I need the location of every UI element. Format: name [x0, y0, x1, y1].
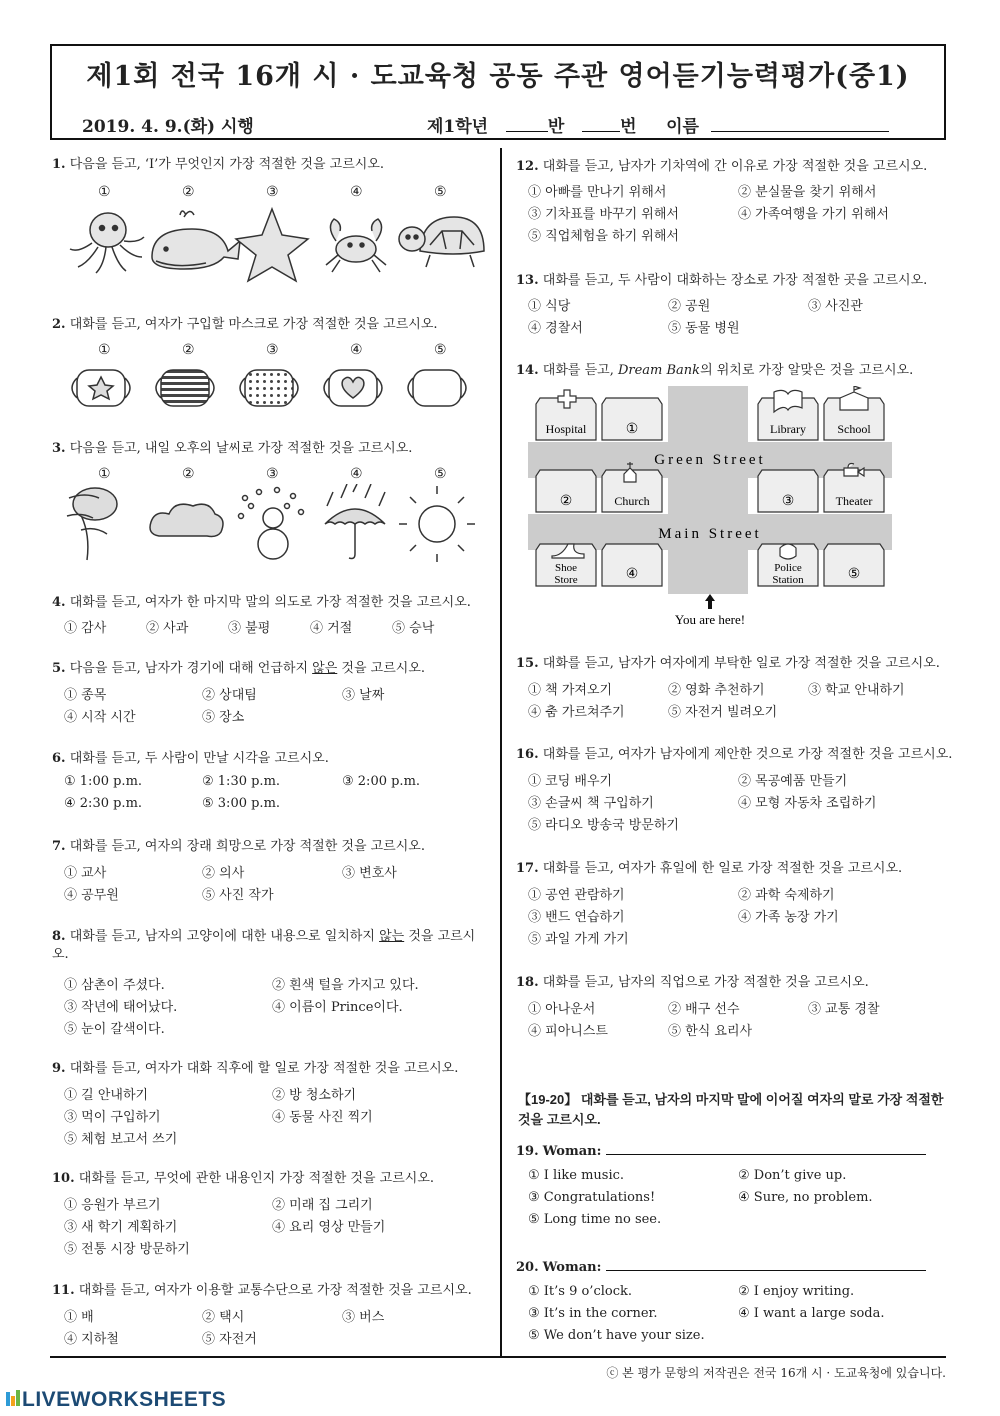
map-number-5: ⑤ — [847, 567, 861, 582]
q10-option-5[interactable]: ⑤ 전통 시장 방문하기 — [64, 1242, 190, 1257]
windy-icon[interactable] — [67, 488, 117, 560]
q5-option-5[interactable]: ⑤ 장소 — [202, 710, 245, 725]
police-label-1: Police — [774, 562, 802, 574]
number-blank[interactable] — [582, 115, 620, 132]
q11-option-1[interactable]: ① 배 — [64, 1310, 94, 1325]
question-10: 10. 대화를 듣고, 무엇에 관한 내용인지 가장 적절한 것을 고르시오. — [52, 1171, 435, 1186]
turtle-icon[interactable] — [399, 217, 484, 267]
number-label: 번 — [620, 117, 637, 137]
green-street-label: Green Street — [654, 452, 766, 468]
q17-option-2[interactable]: ② 과학 숙제하기 — [738, 888, 835, 903]
q17-option-1[interactable]: ① 공연 관람하기 — [528, 888, 625, 903]
question-8: 8. 대화를 듣고, 남자의 고양이에 대한 내용으로 일치하지 않는 것을 고르시오. — [52, 929, 476, 962]
q10-option-4[interactable]: ④ 요리 영상 만들기 — [272, 1220, 386, 1235]
q11-option-3[interactable]: ③ 버스 — [342, 1310, 385, 1325]
column-divider — [500, 148, 502, 1358]
question-7: 7. 대화를 듣고, 여자의 장래 희망으로 가장 적절한 것을 고르시오. — [52, 839, 425, 854]
q6-option-4[interactable]: ④ 2:30 p.m. — [64, 796, 143, 811]
q19-option-5[interactable]: ⑤ Long time no see. — [528, 1212, 662, 1227]
exam-date: 2019. 4. 9.(화) 시행 — [82, 117, 254, 137]
q20-option-3[interactable]: ③ It’s in the corner. — [528, 1306, 658, 1321]
you-are-here-label: You are here! — [674, 612, 746, 627]
q12-option-1[interactable]: ① 아빠를 만나기 위해서 — [528, 185, 667, 200]
octopus-icon[interactable] — [70, 213, 144, 273]
school-label: School — [837, 422, 871, 436]
q9-option-4[interactable]: ④ 동물 사진 찍기 — [272, 1110, 373, 1125]
q17-option-4[interactable]: ④ 가족 농장 가기 — [738, 910, 839, 925]
q19-option-2[interactable]: ② Don’t give up. — [738, 1168, 847, 1183]
map-number-3: ③ — [781, 494, 795, 509]
q19-option-3[interactable]: ③ Congratulations! — [528, 1190, 656, 1205]
question-20: 20. Woman: — [516, 1256, 926, 1277]
q3-weather-pictures — [65, 484, 485, 564]
liveworksheets-logo[interactable]: LIVEWORKSHEETS — [6, 1388, 226, 1412]
cross-road — [668, 386, 748, 594]
police-badge-icon — [780, 544, 796, 559]
q15-option-3[interactable]: ③ 학교 안내하기 — [808, 683, 905, 698]
q20-option-2[interactable]: ② I enjoy writing. — [738, 1284, 855, 1299]
q9-option-5[interactable]: ⑤ 체험 보고서 쓰기 — [64, 1132, 178, 1147]
q10-option-2[interactable]: ② 미래 집 그리기 — [272, 1198, 373, 1213]
question-17: 17. 대화를 듣고, 여자가 휴일에 한 일로 가장 적절한 것을 고르시오. — [516, 861, 903, 876]
q20-option-4[interactable]: ④ I want a large soda. — [738, 1306, 885, 1321]
mask-dots-icon[interactable] — [240, 370, 298, 406]
student-info — [427, 112, 889, 137]
q8-option-5[interactable]: ⑤ 눈이 갈색이다. — [64, 1022, 165, 1037]
exam-header — [50, 44, 946, 140]
hospital-label: Hospital — [545, 422, 587, 436]
starfish-icon[interactable] — [236, 209, 308, 281]
question-12: 12. 대화를 듣고, 남자가 기차역에 간 이유로 가장 적절한 것을 고르시오. — [516, 159, 928, 174]
question-16: 16. 대화를 듣고, 여자가 남자에게 제안한 것으로 가장 적절한 것을 고르시오. — [516, 747, 953, 762]
q10-option-3[interactable]: ③ 새 학기 계획하기 — [64, 1220, 178, 1235]
q6-option-2[interactable]: ② 1:30 p.m. — [202, 774, 281, 789]
q16-option-3[interactable]: ③ 손글씨 책 구입하기 — [528, 796, 654, 811]
q16-option-4[interactable]: ④ 모형 자동차 조립하기 — [738, 796, 877, 811]
q4-option-1[interactable]: ① 감사 — [64, 621, 107, 636]
q2-mask-pictures — [65, 364, 485, 414]
class-label: 반 — [547, 117, 565, 137]
q8-option-4[interactable]: ④ 이름이 Prince이다. — [272, 1000, 403, 1015]
question-2: 2. 대화를 듣고, 여자가 구입할 마스크로 가장 적절한 것을 고르시오. — [52, 317, 438, 332]
q13-option-3[interactable]: ③ 사진관 — [808, 299, 863, 314]
q16-option-5[interactable]: ⑤ 라디오 방송국 방문하기 — [528, 818, 679, 833]
q18-option-2[interactable]: ② 배구 선수 — [668, 1002, 740, 1017]
q6-option-1[interactable]: ① 1:00 p.m. — [64, 774, 143, 789]
q5-option-3[interactable]: ③ 날짜 — [342, 688, 385, 703]
q16-option-1[interactable]: ① 코딩 배우기 — [528, 774, 613, 789]
group-instructions-19-20: 【19-20】 대화를 듣고, 남자의 마지막 말에 이어질 여자의 말로 가장 적절한 것을 고르시오. — [518, 1092, 944, 1127]
mask-plain-icon[interactable] — [408, 370, 466, 406]
q20-option-5[interactable]: ⑤ We don’t have your size. — [528, 1328, 705, 1343]
name-label: 이름 — [666, 117, 699, 137]
question-9: 9. 대화를 듣고, 여자가 대화 직후에 할 일로 가장 적절한 것을 고르시오. — [52, 1061, 459, 1076]
q13-option-5[interactable]: ⑤ 동물 병원 — [668, 321, 740, 336]
q15-option-4[interactable]: ④ 춤 가르쳐주기 — [528, 705, 625, 720]
map-number-2: ② — [559, 494, 573, 509]
q9-option-1[interactable]: ① 길 안내하기 — [64, 1088, 149, 1103]
q20-option-1[interactable]: ① It’s 9 o’clock. — [528, 1284, 632, 1299]
q5-option-2[interactable]: ② 상대팀 — [202, 688, 257, 703]
mask-heart-icon[interactable] — [324, 370, 382, 406]
shoe-store-label-1: Shoe — [555, 562, 577, 574]
q12-option-2[interactable]: ② 분실물을 찾기 위해서 — [738, 185, 877, 200]
school-icon — [840, 386, 868, 410]
footer-divider — [50, 1356, 946, 1358]
q4-option-5[interactable]: ⑤ 승낙 — [392, 621, 435, 636]
q18-option-3[interactable]: ③ 교통 경찰 — [808, 1002, 880, 1017]
shoe-store-label-2: Store — [554, 574, 578, 586]
q4-option-4[interactable]: ④ 거절 — [310, 621, 353, 636]
q7-option-1[interactable]: ① 교사 — [64, 866, 107, 881]
q19-option-1[interactable]: ① I like music. — [528, 1168, 625, 1183]
q1-animal-pictures — [60, 205, 490, 285]
map-number-4: ④ — [625, 567, 639, 582]
question-1: 1. 다음을 듣고, ‘I’가 무엇인지 가장 적절한 것을 고르시오. — [52, 157, 385, 172]
q6-option-3[interactable]: ③ 2:00 p.m. — [342, 774, 421, 789]
q7-option-2[interactable]: ② 의사 — [202, 866, 245, 881]
q15-option-5[interactable]: ⑤ 자전거 빌려오기 — [668, 705, 778, 720]
library-label: Library — [770, 422, 806, 436]
q13-option-1[interactable]: ① 식당 — [528, 299, 571, 314]
snowy-icon[interactable] — [239, 488, 304, 560]
main-street-label: Main Street — [658, 526, 762, 542]
whale-icon[interactable] — [152, 211, 240, 269]
q15-option-1[interactable]: ① 책 가져오기 — [528, 683, 613, 698]
q8-option-1[interactable]: ① 삼촌이 주셨다. — [64, 978, 165, 993]
mask-star-icon[interactable] — [72, 370, 130, 406]
police-label-2: Station — [772, 574, 804, 586]
sunny-icon[interactable] — [399, 486, 475, 562]
q16-option-2[interactable]: ② 목공예품 만들기 — [738, 774, 848, 789]
up-arrow-icon — [705, 594, 715, 609]
map-number-1: ① — [625, 422, 639, 437]
q17-option-5[interactable]: ⑤ 과일 가게 가기 — [528, 932, 629, 947]
question-18: 18. 대화를 듣고, 남자의 직업으로 가장 적절한 것을 고르시오. — [516, 975, 869, 990]
question-6: 6. 대화를 듣고, 두 사람이 만날 시각을 고르시오. — [52, 751, 329, 766]
q4-option-3[interactable]: ③ 불평 — [228, 621, 271, 636]
question-11: 11. 대화를 듣고, 여자가 이용할 교통수단으로 가장 적절한 것을 고르시오. — [52, 1283, 472, 1298]
question-5: 5. 다음을 듣고, 남자가 경기에 대해 언급하지 않은 것을 고르시오. — [52, 661, 426, 676]
q13-option-4[interactable]: ④ 경찰서 — [528, 321, 583, 336]
q5-option-4[interactable]: ④ 시작 시간 — [64, 710, 136, 725]
q5-option-1[interactable]: ① 종목 — [64, 688, 107, 703]
q6-option-5[interactable]: ⑤ 3:00 p.m. — [202, 796, 281, 811]
q12-option-5[interactable]: ⑤ 직업체험을 하기 위해서 — [528, 229, 679, 244]
q10-option-1[interactable]: ① 응원가 부르기 — [64, 1198, 161, 1213]
q7-option-3[interactable]: ③ 변호사 — [342, 866, 397, 881]
mask-stripes-icon[interactable] — [156, 370, 214, 406]
rainy-icon[interactable] — [325, 484, 385, 559]
question-19: 19. Woman: — [516, 1140, 926, 1161]
liveworksheets-logo-icon — [6, 1390, 20, 1408]
q19-answer-line[interactable] — [606, 1140, 926, 1155]
q18-option-1[interactable]: ① 아나운서 — [528, 1002, 596, 1017]
question-14: 14. 대화를 듣고, Dream Bank의 위치로 가장 알맞은 것을 고르시오. — [516, 363, 914, 378]
question-4: 4. 대화를 듣고, 여자가 한 마지막 말의 의도로 가장 적절한 것을 고르시오. — [52, 595, 471, 610]
question-3: 3. 다음을 듣고, 내일 오후의 날씨로 가장 적절한 것을 고르시오. — [52, 441, 413, 456]
q4-option-2[interactable]: ② 사과 — [146, 621, 189, 636]
q12-option-4[interactable]: ④ 가족여행을 가기 위해서 — [738, 207, 889, 222]
crab-icon[interactable] — [326, 219, 386, 272]
class-blank[interactable] — [506, 115, 548, 132]
q13-option-2[interactable]: ② 공원 — [668, 299, 711, 314]
q11-option-4[interactable]: ④ 지하철 — [64, 1332, 119, 1347]
q8-option-2[interactable]: ② 흰색 털을 가지고 있다. — [272, 978, 419, 993]
q12-option-3[interactable]: ③ 기차표를 바꾸기 위해서 — [528, 207, 679, 222]
copyright-notice: ⓒ 본 평가 문항의 저작권은 전국 16개 시 · 도교육청에 있습니다. — [606, 1366, 946, 1380]
q9-option-3[interactable]: ③ 먹이 구입하기 — [64, 1110, 161, 1125]
q17-option-3[interactable]: ③ 밴드 연습하기 — [528, 910, 625, 925]
question-13: 13. 대화를 듣고, 두 사람이 대화하는 장소로 가장 적절한 곳을 고르시오. — [516, 273, 928, 288]
q20-answer-line[interactable] — [606, 1256, 926, 1271]
church-label: Church — [614, 494, 650, 508]
q7-option-4[interactable]: ④ 공무원 — [64, 888, 119, 903]
q11-option-5[interactable]: ⑤ 자전거 — [202, 1332, 257, 1347]
cloudy-icon[interactable] — [150, 504, 223, 536]
q7-option-5[interactable]: ⑤ 사진 작가 — [202, 888, 274, 903]
q19-option-4[interactable]: ④ Sure, no problem. — [738, 1190, 873, 1205]
q8-option-3[interactable]: ③ 작년에 태어났다. — [64, 1000, 178, 1015]
q11-option-2[interactable]: ② 택시 — [202, 1310, 245, 1325]
question-15: 15. 대화를 듣고, 남자가 여자에게 부탁한 일로 가장 적절한 것을 고르시오. — [516, 656, 940, 671]
q18-option-4[interactable]: ④ 피아니스트 — [528, 1024, 608, 1039]
grade-label: 제1학년 — [427, 117, 489, 137]
exam-title: 제1회 전국 16개 시 · 도교육청 공동 주관 영어듣기능력평가(중1) — [86, 61, 910, 92]
q14-street-map — [528, 386, 892, 632]
theater-label: Theater — [835, 494, 873, 508]
q9-option-2[interactable]: ② 방 청소하기 — [272, 1088, 357, 1103]
q15-option-2[interactable]: ② 영화 추천하기 — [668, 683, 765, 698]
name-blank[interactable] — [711, 115, 889, 132]
q18-option-5[interactable]: ⑤ 한식 요리사 — [668, 1024, 753, 1039]
